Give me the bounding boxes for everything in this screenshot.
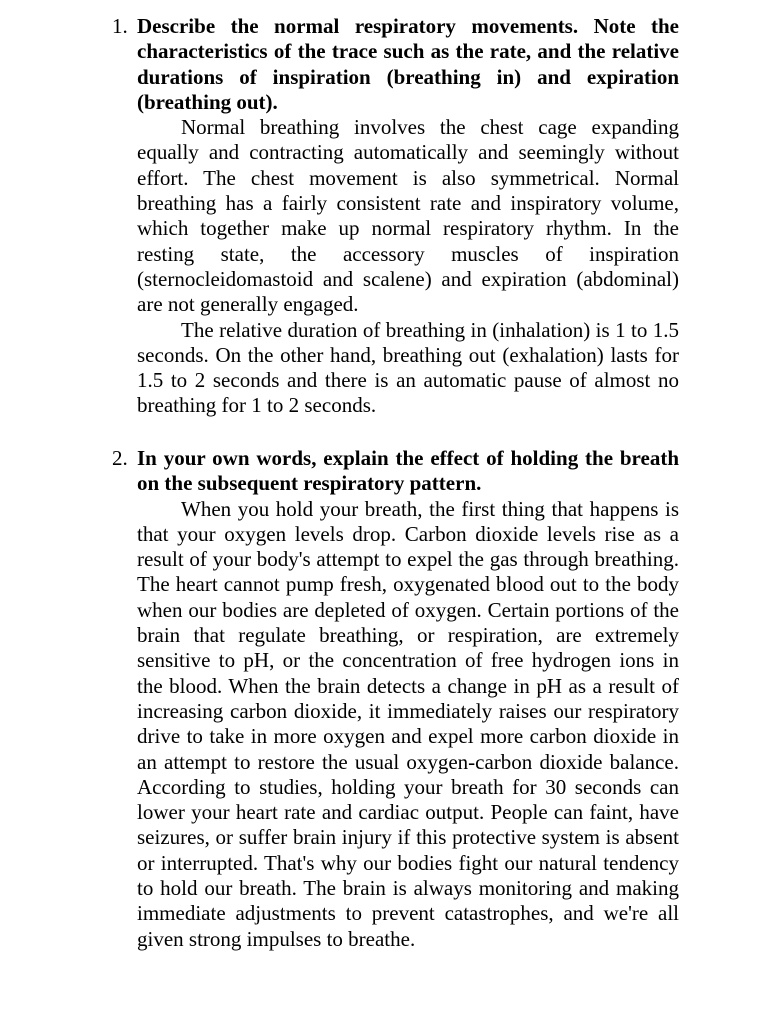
question-number: 2. [112,446,128,470]
question-item-1 [112,14,679,419]
answer-paragraph: Normal breathing involves the chest cage expanding equally and contracting automatically and seemingly without effort. The chest movement is also symmetrical. Normal breathing has a fairly consistent rate and inspiratory volume, which together make up normal respiratory rhythm. In the resting state, the accessory muscles of inspiration (sternocleidomastoid and scalene) and expiration (abdominal) are not generally engaged. [137,115,679,317]
question-content [137,14,679,419]
question-content [137,446,679,952]
answer-paragraph: When you hold your breath, the first thing that happens is that your oxygen levels drop. Carbon dioxide levels rise as a result of your body's attempt to expel the gas through breathing. The heart cannot pump fresh, oxygenated blood out to the body when our bodies are depleted of oxygen. Certain portions of the brain that regulate breathing, or respiration, are extremely sensitive to pH, or the concentration of free hydrogen ions in the blood. When the brain detects a change in pH as a result of increasing carbon dioxide, it immediately raises our respiratory drive to take in more oxygen and expel more carbon dioxide in an attempt to restore the usual oxygen-carbon dioxide balance. According to studies, holding your breath for 30 seconds can lower your heart rate and cardiac output. People can faint, have seizures, or suffer brain injury if this protective system is absent or interrupted. That's why our bodies fight our natural tendency to hold our breath. The brain is always monitoring and making immediate adjustments to prevent catastrophes, and we're all given strong impulses to breathe. [137,496,679,951]
answer-paragraph: The relative duration of breathing in (inhalation) is 1 to 1.5 seconds. On the other hand, breathing out (exhalation) lasts for 1.5 to 2 seconds and there is an automatic pause of almost no breathing for 1 to 2 seconds. [137,317,679,418]
question-item-2 [112,446,679,952]
question-text: In your own words, explain the effect of holding the breath on the subsequent respiratory pattern. [137,446,679,496]
question-number: 1. [112,14,128,38]
question-text: Describe the normal respiratory movements. Note the characteristics of the trace such as the rate, and the relative durations of inspiration (breathing in) and expiration (breathing out). [137,14,679,114]
